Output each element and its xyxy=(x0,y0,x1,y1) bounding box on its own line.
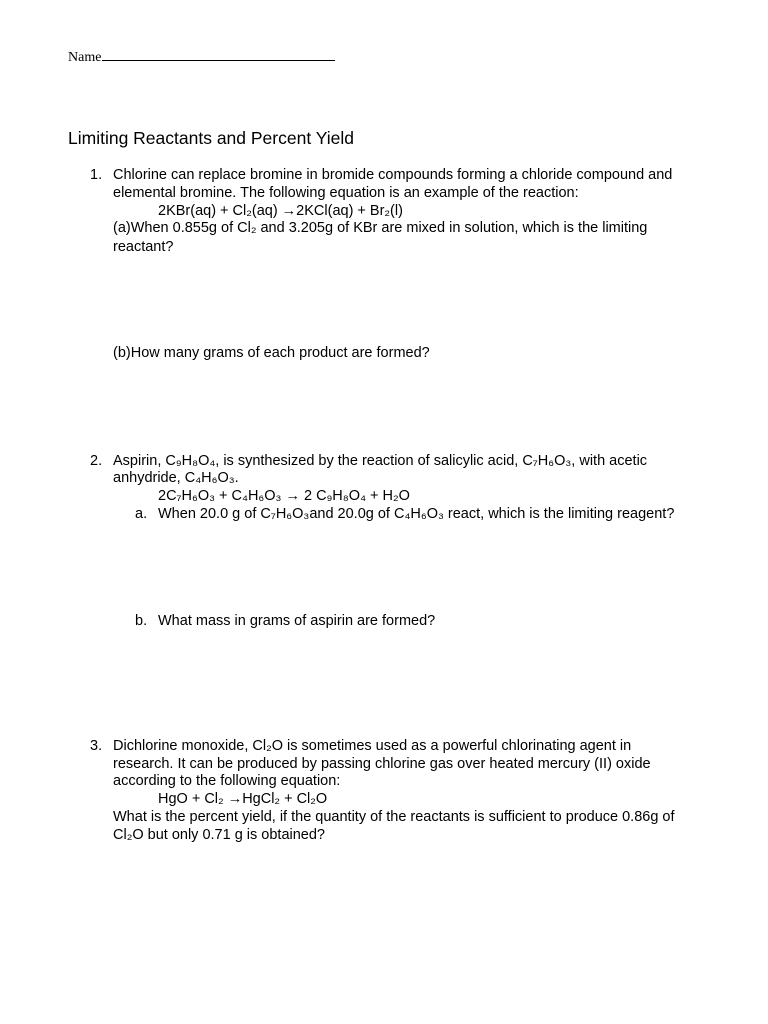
worksheet-title: Limiting Reactants and Percent Yield xyxy=(68,128,354,148)
question-text-line: Cl₂O but only 0.71 g is obtained? xyxy=(113,827,325,843)
question-number: 2. xyxy=(90,453,103,469)
part-b-text: (b)How many grams of each product are formed? xyxy=(113,345,430,361)
part-a-text: (a)When 0.855g of Cl₂ and 3.205g of KBr are mixed in solution, which is the limiting xyxy=(113,220,648,236)
question-number: 3. xyxy=(90,738,103,754)
question-text-line: elemental bromine. The following equation is an example of the reaction: xyxy=(113,185,579,201)
question-text-line: What is the percent yield, if the quantity of the reactants is sufficient to produce 0.86g of xyxy=(113,809,675,825)
part-a-text: When 20.0 g of C₇H₆O₃and 20.0g of C₄H₆O₃ react, which is the limiting reagent? xyxy=(158,506,675,522)
part-letter: a. xyxy=(135,506,148,522)
question-text-line: according to the following equation: xyxy=(113,773,341,789)
part-a-text: reactant? xyxy=(113,239,174,255)
name-blank-line[interactable] xyxy=(102,47,335,61)
chemical-equation: 2KBr(aq) + Cl₂(aq) →2KCl(aq) + Br₂(l) xyxy=(158,203,403,219)
question-text-line: anhydride, C₄H₆O₃. xyxy=(113,470,239,486)
question-number: 1. xyxy=(90,167,103,183)
name-label: Name xyxy=(68,50,102,65)
question-text-line: Aspirin, C₉H₈O₄, is synthesized by the reaction of salicylic acid, C₇H₆O₃, with acetic xyxy=(113,453,648,469)
part-letter: b. xyxy=(135,613,148,629)
name-field[interactable] xyxy=(68,47,335,66)
question-text-line: Dichlorine monoxide, Cl₂O is sometimes used as a powerful chlorinating agent in xyxy=(113,738,632,754)
question-text-line: research. It can be produced by passing chlorine gas over heated mercury (II) oxide xyxy=(113,756,651,772)
part-b-text: What mass in grams of aspirin are formed? xyxy=(158,613,436,629)
chemical-equation: HgO + Cl₂ →HgCl₂ + Cl₂O xyxy=(158,791,328,807)
question-text-line: Chlorine can replace bromine in bromide compounds forming a chloride compound and xyxy=(113,167,673,183)
chemical-equation: 2C₇H₆O₃ + C₄H₆O₃ → 2 C₉H₈O₄ + H₂O xyxy=(158,488,410,504)
